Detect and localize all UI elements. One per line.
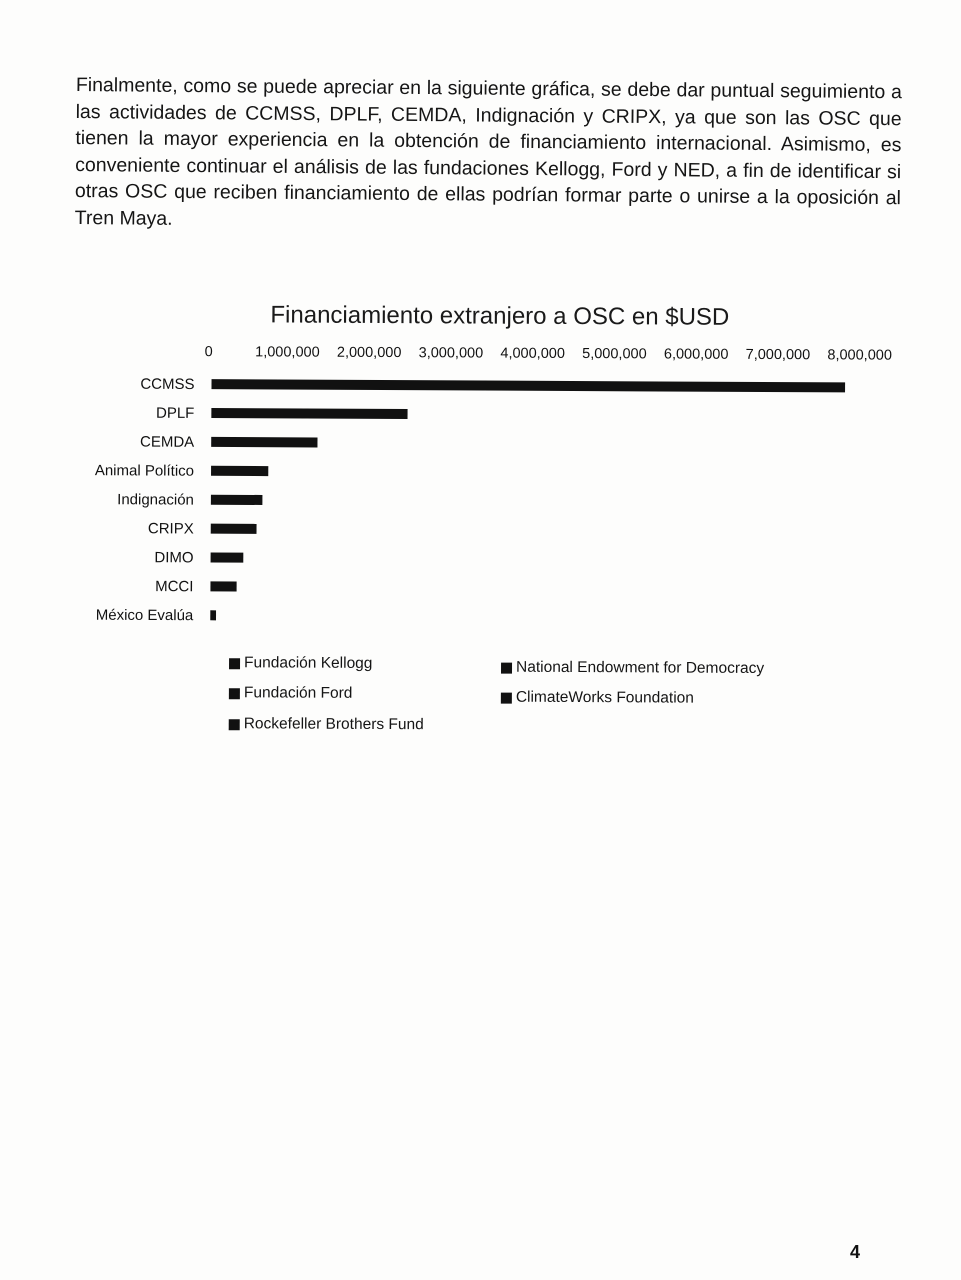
category-label: CRIPX bbox=[147, 520, 194, 538]
bar bbox=[211, 408, 407, 419]
bar bbox=[210, 610, 216, 620]
bar bbox=[210, 581, 236, 591]
bar bbox=[211, 437, 317, 448]
legend-label: Rockefeller Brothers Fund bbox=[243, 715, 424, 734]
legend-entry bbox=[229, 654, 372, 673]
bar bbox=[211, 524, 257, 534]
legend-entry bbox=[229, 715, 424, 734]
legend-entry bbox=[229, 684, 353, 703]
x-tick-label: 2,000,000 bbox=[336, 344, 402, 362]
x-tick-label: 3,000,000 bbox=[418, 345, 484, 362]
bar bbox=[211, 466, 268, 476]
x-tick-label: 0 bbox=[204, 344, 213, 361]
legend-swatch bbox=[229, 658, 240, 669]
funding-chart bbox=[0, 290, 961, 755]
category-label: México Evalúa bbox=[95, 606, 194, 625]
x-tick-label: 6,000,000 bbox=[663, 346, 729, 363]
legend-label: Fundación Kellogg bbox=[244, 654, 373, 672]
category-label: MCCI bbox=[155, 578, 194, 596]
x-tick-label: 1,000,000 bbox=[255, 344, 320, 361]
legend-swatch bbox=[501, 692, 512, 703]
category-label: Indignación bbox=[117, 491, 194, 509]
x-tick-label: 8,000,000 bbox=[827, 347, 892, 364]
legend-entry bbox=[501, 659, 764, 678]
legend-label: ClimateWorks Foundation bbox=[515, 688, 694, 707]
bar bbox=[211, 379, 845, 392]
page-number: 4 bbox=[850, 1242, 861, 1262]
bar bbox=[211, 553, 244, 563]
category-label: DPLF bbox=[155, 404, 195, 422]
bar bbox=[211, 495, 263, 505]
legend-entry bbox=[501, 689, 694, 708]
category-label: Animal Político bbox=[94, 462, 195, 480]
legend-swatch bbox=[229, 688, 240, 699]
chart-title: Financiamiento extranjero a OSC en $USD bbox=[270, 301, 730, 331]
x-tick-label: 5,000,000 bbox=[582, 346, 647, 363]
legend-label: Fundación Ford bbox=[243, 684, 353, 702]
body-paragraph: Finalmente, como se puede apreciar en la siguiente gráfica, se debe dar puntual seguimiento a las actividades de CCMSS, DPLF, CEMDA, Indignación y CRIPX, ya que son las OSC que tienen la mayor experiencia en la obtención de financiamiento internacional. Asimismo, es conveniente continuar el análisis de las fundaciones Kellogg, Ford y NED, a fin de identificar si otras OSC que reciben financiamiento de ellas podrían formar parte o unirse a la oposición al Tren Maya. bbox=[74, 73, 902, 230]
legend-label: National Endowment for Democracy bbox=[515, 658, 765, 678]
chart-plot bbox=[0, 290, 961, 755]
x-tick-label: 4,000,000 bbox=[500, 345, 565, 362]
category-label: CCMSS bbox=[140, 375, 195, 394]
legend-swatch bbox=[229, 719, 240, 730]
x-tick-label: 7,000,000 bbox=[745, 346, 811, 364]
legend-swatch bbox=[501, 662, 512, 673]
category-label: DIMO bbox=[154, 549, 194, 567]
category-label: CEMDA bbox=[139, 433, 195, 451]
